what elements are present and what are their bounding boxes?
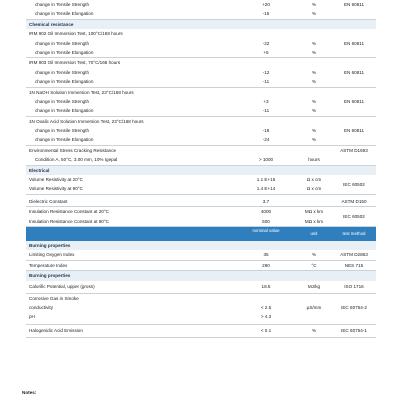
- table-row: [26, 184, 376, 194]
- row-unit: %: [311, 40, 317, 46]
- group-title-row: [26, 294, 376, 303]
- group-title: 1N NaOH Solution Immersion Test, 23°C/168 hours: [29, 89, 134, 95]
- row-method: EN 60811: [343, 40, 365, 46]
- row-value: 4000: [260, 209, 272, 215]
- row-method: ASTM D150: [341, 198, 367, 204]
- table-row: [26, 217, 376, 227]
- row-value: 35: [263, 252, 269, 258]
- row-label: change in Tensile Strength: [35, 128, 90, 134]
- row-method: IEC 60754-2: [341, 304, 367, 310]
- row-method: EN 60811: [343, 2, 365, 7]
- row-unit: MJ/kg: [307, 283, 321, 289]
- row-unit: %: [311, 79, 317, 85]
- row-label: change in Tensile Elongation: [35, 49, 94, 55]
- row-label: change in Tensile Elongation: [35, 79, 94, 85]
- row-value: 500: [262, 218, 270, 224]
- row-unit: %: [311, 128, 317, 134]
- row-label: pH: [29, 314, 35, 320]
- row-method: ASTM D2863: [340, 252, 368, 258]
- table-row: [26, 325, 376, 338]
- table-row: [26, 146, 376, 155]
- row-label: conductivity: [29, 304, 54, 310]
- row-method: ASTM D1693: [340, 147, 368, 153]
- row-label: Temperature Index: [29, 262, 68, 268]
- row-value: 1.4 E+14: [256, 186, 276, 192]
- table-row: [26, 155, 376, 165]
- table-row: [26, 281, 376, 294]
- row-label: Environmental Stress Cracking Resistance: [29, 147, 117, 153]
- row-value: 1.1 E+15: [256, 177, 276, 183]
- row-value: < 0.1: [260, 328, 272, 334]
- row-unit: MΩ x km: [304, 209, 324, 215]
- table-row: [26, 312, 376, 325]
- row-label: Volume Resistivity at 20°C: [29, 177, 83, 183]
- row-value: -24: [262, 137, 270, 143]
- row-value: +3: [263, 98, 269, 104]
- row-unit: %: [311, 252, 317, 258]
- row-value: 290: [262, 262, 270, 268]
- row-unit: %: [311, 137, 317, 143]
- row-label: Limiting Oxygen Index: [29, 252, 75, 258]
- header-unit: unit: [310, 230, 318, 236]
- group-title: IRM 902 Oil Immersion Test, 100°C/168 hours: [29, 31, 123, 37]
- row-value: > 4.3: [260, 314, 272, 320]
- row-method: EN 60811: [343, 69, 365, 75]
- row-method: IEC 60502: [343, 213, 365, 219]
- row-unit: hours: [308, 157, 320, 163]
- row-method: NES 715: [344, 262, 364, 268]
- table-row: [26, 97, 376, 106]
- group-title-row: [26, 58, 376, 67]
- row-method: EN 60811: [343, 128, 365, 134]
- row-value: -22: [262, 40, 270, 46]
- row-value: -11: [262, 79, 270, 85]
- table-row: [26, 303, 376, 312]
- row-unit: °C: [311, 262, 317, 268]
- table-row: [26, 48, 376, 58]
- row-unit: µS/mm: [306, 304, 322, 310]
- row-value: +20: [262, 2, 270, 7]
- datasheet-table: [26, 0, 376, 338]
- group-title: Corrosive Gas in Smoke: [29, 295, 79, 301]
- section-header: [26, 166, 376, 175]
- row-label: change in Tensile Strength: [35, 98, 90, 104]
- section-title: Burning properties: [29, 273, 71, 279]
- table-row: [26, 250, 376, 260]
- table-row: [26, 0, 376, 9]
- section-header: [26, 241, 376, 250]
- header-test-method: test method: [342, 230, 366, 236]
- row-label: Volume Resistivity at 90°C: [29, 186, 83, 192]
- row-label: change in Tensile Elongation: [35, 137, 94, 143]
- row-value: > 1000: [258, 157, 274, 163]
- row-value: 3.7: [262, 198, 270, 204]
- row-label: change in Tensile Elongation: [35, 11, 94, 17]
- row-unit: %: [311, 328, 317, 334]
- row-label: Calorific Potential, upper (gross): [29, 283, 95, 289]
- table-row: [26, 207, 376, 219]
- row-value: < 2.5: [260, 304, 272, 310]
- row-label: Insulation Resistance Constant at 90°C: [29, 218, 109, 224]
- row-label: Dielectric Constant: [29, 198, 68, 204]
- section-title: Electrical: [29, 167, 50, 173]
- row-label: change in Tensile Strength: [35, 2, 90, 7]
- notes-heading: Notes:: [22, 390, 37, 395]
- section-header: [26, 271, 376, 280]
- row-unit: MΩ x km: [304, 218, 324, 224]
- row-method: EN 60811: [343, 98, 365, 104]
- header-nominal-value: nominal value: [252, 227, 280, 233]
- table-row: [26, 9, 376, 19]
- table-row: [26, 175, 376, 187]
- group-title-row: [26, 117, 376, 126]
- row-label: Condition A, 50°C, 3.00 mm, 10% Igepal: [35, 157, 118, 163]
- section-header: [26, 20, 376, 29]
- row-unit: Ω x cm: [306, 177, 322, 183]
- row-unit: %: [311, 2, 317, 7]
- table-row: [26, 261, 376, 271]
- row-unit: Ω x cm: [306, 186, 322, 192]
- section-title: Chemical resistance: [29, 21, 74, 27]
- row-method: IEC 60502: [343, 181, 365, 187]
- group-title-row: [26, 88, 376, 97]
- row-value: -15: [262, 11, 270, 17]
- row-unit: %: [311, 69, 317, 75]
- group-title: IRM 903 Oil Immersion Test, 70°C/168 hours: [29, 60, 121, 66]
- row-label: Insulation Resistance Constant at 20°C: [29, 209, 109, 215]
- table-row: [26, 197, 376, 207]
- row-value: -18: [262, 128, 270, 134]
- row-label: change in Tensile Elongation: [35, 108, 94, 114]
- row-method: ISO 1716: [344, 283, 364, 289]
- section-title: Burning properties: [29, 242, 71, 248]
- group-title-row: [26, 29, 376, 38]
- group-title: 1N Oxalic Acid Solution Immersion Test, 23°C/168 hours: [29, 118, 144, 124]
- row-value: -11: [262, 108, 270, 114]
- row-method: IEC 60754-1: [341, 328, 367, 334]
- table-row: [26, 39, 376, 48]
- row-unit: %: [311, 98, 317, 104]
- column-header: [26, 227, 376, 241]
- table-row: [26, 77, 376, 87]
- row-unit: %: [311, 11, 317, 17]
- row-unit: %: [311, 49, 317, 55]
- table-row: [26, 126, 376, 135]
- table-row: [26, 106, 376, 116]
- row-value: 18.5: [261, 283, 271, 289]
- row-label: change in Tensile Strength: [35, 40, 90, 46]
- row-label: Halogenidic Acid Emission: [29, 328, 83, 334]
- table-row: [26, 68, 376, 77]
- row-label: change in Tensile Strength: [35, 69, 90, 75]
- table-row: [26, 135, 376, 145]
- row-value: -12: [262, 69, 270, 75]
- row-unit: %: [311, 108, 317, 114]
- row-value: +5: [263, 49, 269, 55]
